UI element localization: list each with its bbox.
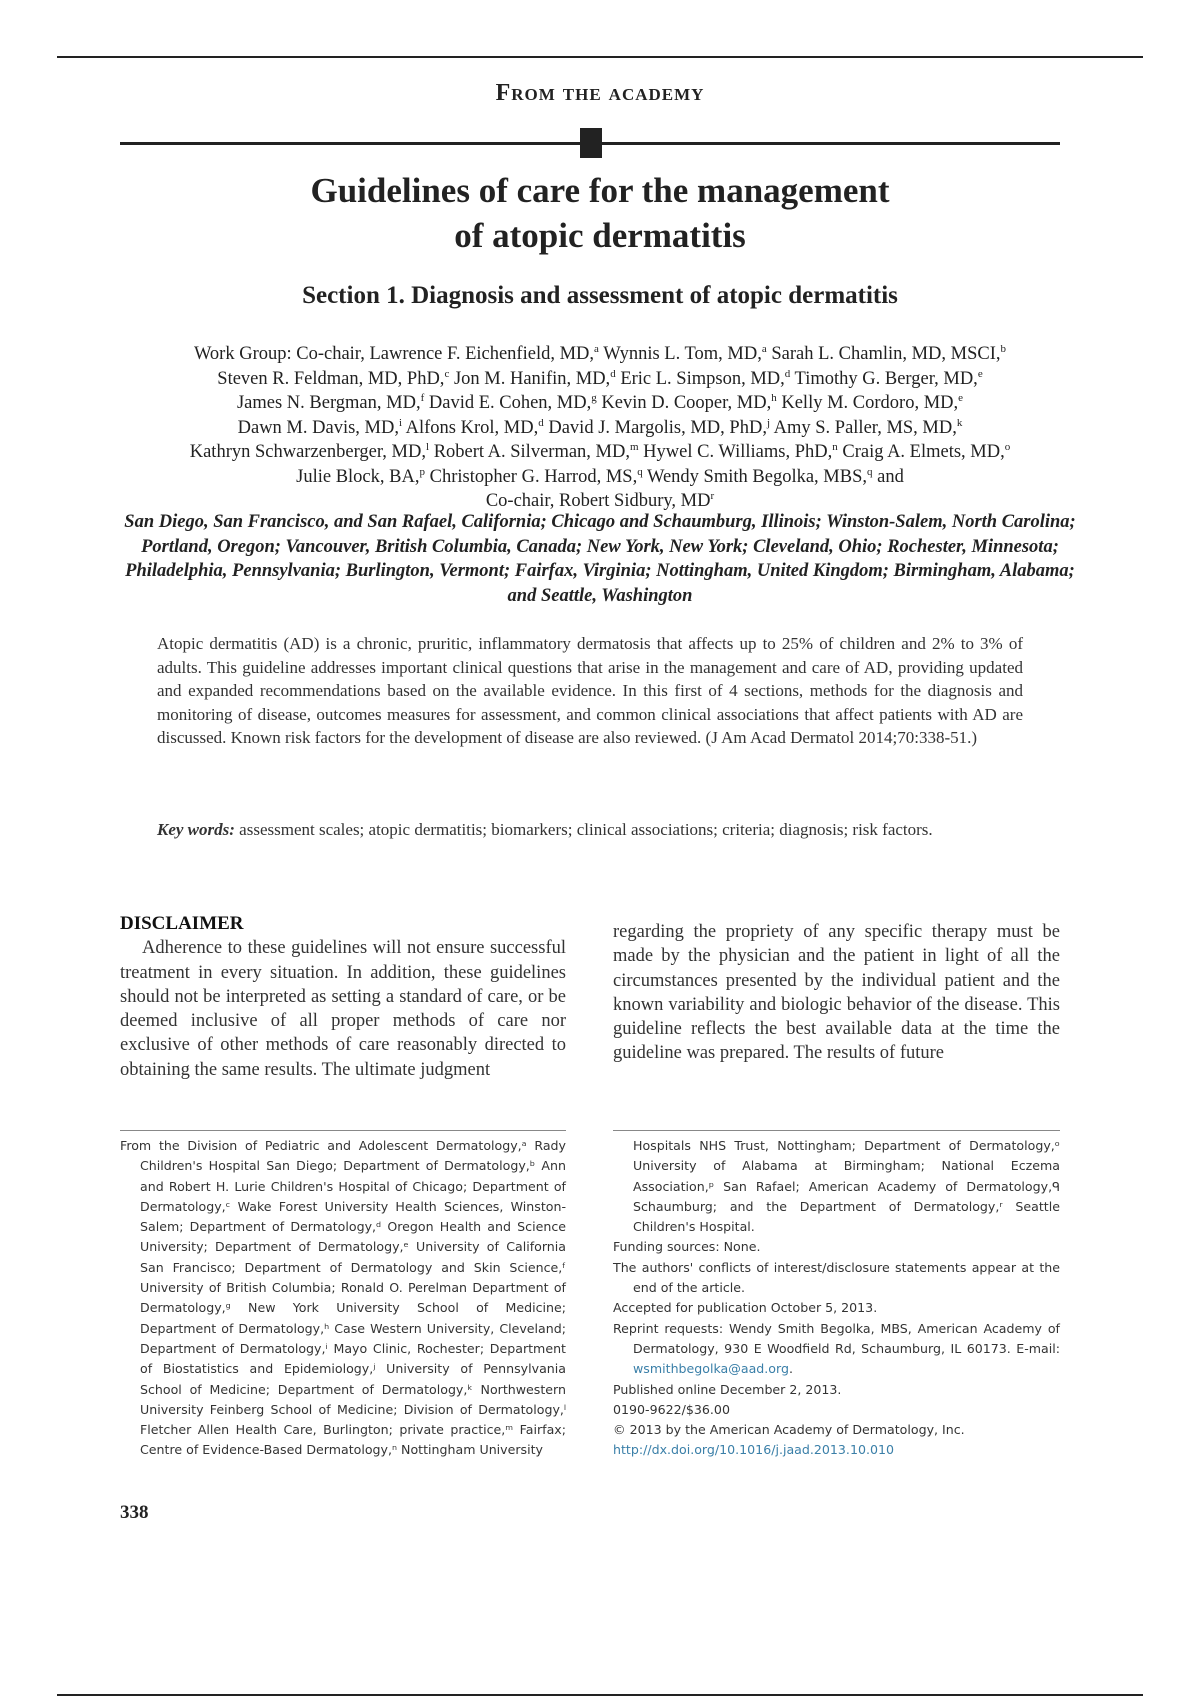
author-line — [110, 367, 1090, 392]
author-name: Christopher G. Harrod, MS, — [424, 466, 638, 487]
author-line — [110, 342, 1090, 367]
affiliation-marker: e — [977, 367, 983, 380]
affiliation-marker: d — [784, 367, 791, 380]
author-name: David E. Cohen, MD, — [424, 393, 592, 413]
title-rule-square — [580, 128, 602, 158]
author-name: Alfons Krol, MD, — [402, 417, 539, 438]
bottom-rule — [57, 1694, 1143, 1696]
footnotes-left — [120, 1136, 566, 1461]
affiliation-marker: o — [1004, 440, 1011, 453]
keywords-text: assessment scales; atopic dermatitis; biomarkers; clinical associations; criteria; diagnosis; risk factors. — [234, 820, 933, 839]
reprint-text: Reprint requests: Wendy Smith Begolka, MBS, American Academy of Dermatology, 930 E Woodfield Rd, Schaumburg, IL 60173. E-mail: — [613, 1320, 1060, 1356]
affiliation-marker: l — [426, 440, 430, 453]
affiliation-marker: b — [1000, 342, 1007, 355]
issn: 0190-9622/$36.00 — [613, 1401, 730, 1417]
affiliation-marker: q — [867, 465, 873, 478]
section-title: Section 1. Diagnosis and assessment of atopic dermatitis — [302, 282, 898, 309]
author-name: Dawn M. Davis, MD, — [237, 417, 399, 438]
affiliation-marker: n — [832, 440, 838, 453]
affiliation-marker: e — [958, 391, 964, 404]
accepted-date: Accepted for publication October 5, 2013. — [613, 1300, 878, 1316]
author-name: David J. Margolis, MD, PhD, — [543, 417, 767, 438]
funding: Funding sources: None. — [613, 1239, 761, 1255]
author-name: Wynnis L. Tom, MD, — [598, 344, 762, 364]
author-name: Timothy G. Berger, MD, — [790, 368, 978, 389]
reprint-requests: Reprint requests: Wendy Smith Begolka, MBS, American Academy of Dermatology, 930 E Woodfield Rd, Schaumburg, IL 60173. E-mail: wsmithbegolka@aad.org. — [613, 1320, 1060, 1377]
published-date: Published online December 2, 2013. — [613, 1381, 842, 1397]
author-name: Kathryn Schwarzenberger, MD, — [189, 442, 426, 462]
author-name: Wendy Smith Begolka, MBS, — [642, 466, 867, 487]
keywords-label: Key words: — [157, 820, 235, 839]
affiliation-marker: h — [771, 391, 777, 404]
author-name: Kevin D. Cooper, MD, — [596, 393, 772, 413]
disclaimer-heading: DISCLAIMER — [120, 913, 244, 934]
author-line — [110, 391, 1090, 416]
author-name: Jon M. Hanifin, MD, — [449, 368, 611, 389]
title-line: Guidelines of care for the management — [310, 171, 890, 210]
affiliation-marker: i — [398, 416, 403, 429]
affiliation-marker: d — [610, 367, 616, 380]
affiliation-marker: r — [710, 489, 715, 502]
author-line — [110, 440, 1090, 465]
author-name: Kelly M. Cordoro, MD, — [776, 393, 959, 413]
affiliation-marker: a — [761, 342, 767, 355]
author-name: Work Group: Co-chair, Lawrence F. Eichenfield, MD, — [193, 344, 595, 364]
author-name: Co-chair, Robert Sidbury, MD — [485, 491, 711, 511]
author-locations: San Diego, San Francisco, and San Rafael, California; Chicago and Schaumburg, Illinois; Winston-Salem, North Carolina; Portland, Oregon; Vancouver, British Columbia, Canada; New York, New York; Cleveland, Ohio; Rochester, Minnesota; Philadelphia, Pennsylvania; Burlington, Vermont; Fairfax, Virginia; Nottingham, United Kingdom; Birmingham, Alabama; and Seattle, Washington — [124, 512, 1076, 606]
author-list — [110, 342, 1090, 514]
affiliation-marker: p — [419, 465, 425, 478]
author-name: and — [872, 466, 904, 487]
author-name: Robert A. Silverman, MD, — [429, 442, 630, 462]
affiliations: From the Division of Pediatric and Adolescent Dermatology,ᵃ Rady Children's Hospital San Diego; Department of Dermatology,ᵇ Ann and Robert H. Lurie Children's Hospital of Chicago; Department of Dermatology,ᶜ Wake Forest University Health Sciences, Winston-Salem; Department of Dermatology,ᵈ Oregon Health and Science University; Department of Dermatology,ᵉ University of California San Francisco; Department of Dermatology and Skin Science,ᶠ University of British Columbia; Ronald O. Perelman Department of Dermatology,ᵍ New York University School of Medicine; Department of Dermatology,ʰ Case Western University, Cleveland; Department of Dermatology,ⁱ Mayo Clinic, Rochester; Department of Biostatistics and Epidemiology,ʲ University of Pennsylvania School of Medicine; Department of Dermatology,ᵏ Northwestern University Feinberg School of Medicine; Division of Dermatology,ˡ Fletcher Allen Health Care, Burlington; private practice,ᵐ Fairfax; Centre of Evidence-Based Dermatology,ⁿ Nottingham University — [120, 1138, 566, 1458]
article-title — [0, 168, 1200, 258]
affiliation-marker: j — [766, 416, 771, 429]
author-name: Sarah L. Chamlin, MD, MSCI, — [766, 344, 1001, 364]
author-name: Hywel C. Williams, PhD, — [638, 442, 833, 462]
footnote-rule-right — [613, 1130, 1060, 1131]
affiliation-marker: g — [591, 391, 597, 404]
disclaimer-right-column — [613, 920, 1060, 1066]
copyright: © 2013 by the American Academy of Dermatology, Inc. — [613, 1422, 965, 1438]
conflicts: The authors' conflicts of interest/disclosure statements appear at the end of the article. — [613, 1259, 1060, 1296]
top-rule — [57, 56, 1143, 58]
disclaimer-text-continued: regarding the propriety of any specific therapy must be made by the physician and the patient in light of all the circumstances presented by the individual patient and the known variability and biologic behavior of the disease. This guideline reflects the best available data at the time the guideline was prepared. The results of future — [613, 922, 1060, 1064]
affiliation-marker: f — [420, 391, 425, 404]
keywords — [157, 818, 1023, 842]
affiliation-marker: k — [956, 416, 963, 429]
affiliation-marker: q — [637, 465, 643, 478]
footnotes-right — [613, 1136, 1060, 1461]
title-line: of atopic dermatitis — [454, 216, 746, 255]
author-name: Amy S. Paller, MS, MD, — [770, 417, 957, 438]
affiliation-marker: a — [594, 342, 599, 355]
disclaimer-left-column — [120, 912, 566, 1082]
email-link[interactable]: wsmithbegolka@aad.org — [633, 1361, 789, 1377]
author-line — [110, 416, 1090, 441]
author-name: Steven R. Feldman, MD, PhD, — [217, 368, 445, 389]
author-line — [110, 465, 1090, 490]
affiliation-marker: c — [444, 367, 450, 380]
page-number: 338 — [120, 1502, 149, 1523]
affiliations-continued: Hospitals NHS Trust, Nottingham; Department of Dermatology,ᵒ University of Alabama at Birmingham; National Eczema Association,ᵖ San Rafael; American Academy of Dermatology,ᑫ Schaumburg; and the Department of Dermatology,ʳ Seattle Children's Hospital. — [633, 1138, 1060, 1235]
affiliation-marker: m — [629, 440, 639, 453]
author-name: James N. Bergman, MD, — [236, 393, 421, 413]
affiliation-marker: d — [538, 416, 544, 429]
author-name: Julie Block, BA, — [296, 466, 420, 487]
author-name: Craig A. Elmets, MD, — [837, 442, 1005, 462]
footnote-rule-left — [120, 1130, 566, 1131]
author-name: Eric L. Simpson, MD, — [615, 368, 785, 389]
doi-link[interactable]: http://dx.doi.org/10.1016/j.jaad.2013.10.010 — [613, 1442, 895, 1458]
disclaimer-text: Adherence to these guidelines will not ensure successful treatment in every situation. In addition, these guidelines should not be interpreted as setting a standard of care, or be deemed inclusive of all proper methods of care nor exclusive of other methods of care reasonably directed to obtaining the same results. The ultimate judgment — [120, 938, 566, 1080]
abstract: Atopic dermatitis (AD) is a chronic, pruritic, inflammatory dermatosis that affects up to 25% of children and 2% to 3% of adults. This guideline addresses important clinical questions that arise in the management and care of AD, providing updated and expanded recommendations based on the available evidence. In this first of 4 sections, methods for the diagnosis and monitoring of disease, outcomes measures for assessment, and common clinical associations that affect patients with AD are discussed. Known risk factors for the development of disease are also reviewed. (J Am Acad Dermatol 2014;70:338-51.) — [157, 634, 1023, 747]
section-kicker: From the academy — [495, 80, 705, 106]
